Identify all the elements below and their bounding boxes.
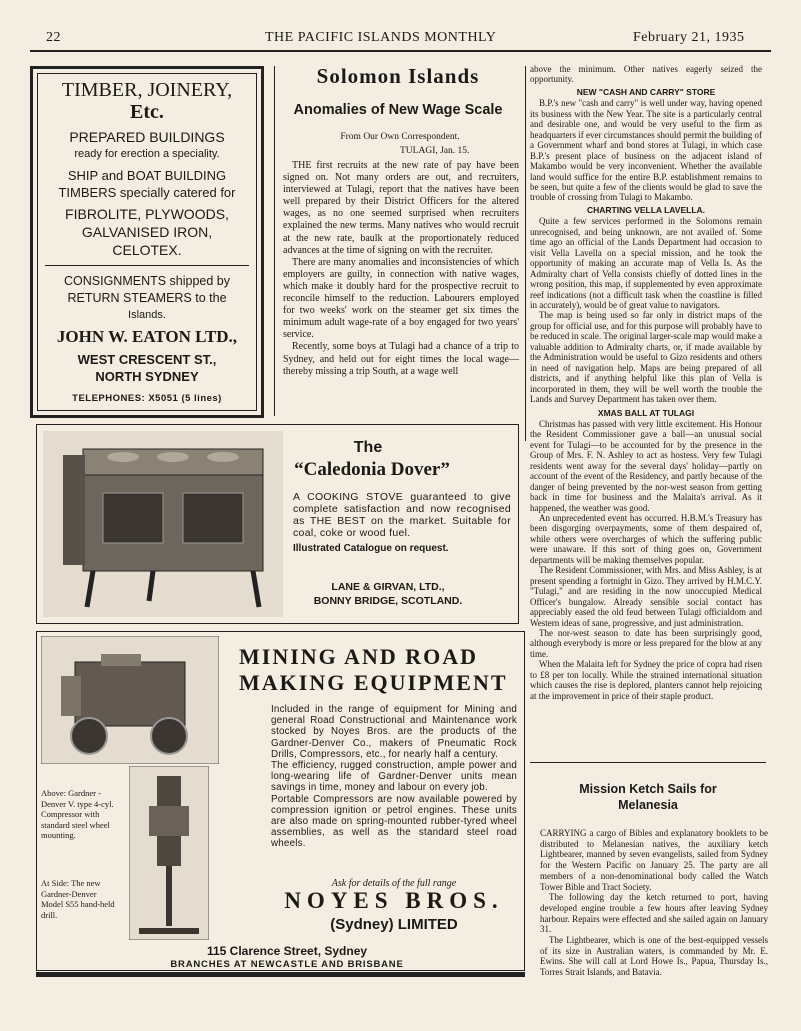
solomon-paragraph-1: THE first recruits at the new rate of pay have been signed on. Not many orders are out, and recruiters, interviewed at Tulagi, report that the natives have been well prepared by their District Officers for the altered wages, as no one seemed surprised when recruiters explained the new terms. Many natives who would recruit at the new rate, baulk at the proportionately reduced advances at the time of signing on with the recruiter. bbox=[283, 160, 519, 256]
xmas-text-3: The Resident Commissioner, with Mrs. and Miss Ashley, is at present spending a fortnight in Gizo. They arrived by H.M.C.Y. "Tulagi," and are residing in the now unoccupied Medical Officer's bungalow. Already sensible social contact has appreciably eased the old feud between Tulagi officialdom and Western ideas of sane, progressive, and just administration. bbox=[530, 565, 762, 628]
publication-title: THE PACIFIC ISLANDS MONTHLY bbox=[265, 30, 497, 45]
stove-catalogue: Illustrated Catalogue on request. bbox=[293, 543, 449, 554]
xmas-text-1: Christmas has passed with very little excitement. His Honour the Resident Commissioner gave a ball—an unusual social event for Tulagi—to be accounted for by the presence in the Group of Mrs. F. N. Ashley to act as hostess. Very few Tulagi residents went away for the several days' holiday—partly on account of the event of the Residency, and partly because of the danger of being prevented by the nor-west season from getting back in time for business and the Malaita's arrival. As it happened, the weather was good. bbox=[530, 418, 762, 513]
column-rule-left bbox=[274, 66, 275, 416]
ship-line2: TIMBERS specially catered for bbox=[58, 185, 236, 200]
timber-title-line2: Etc. bbox=[130, 101, 164, 123]
eaton-address bbox=[41, 351, 253, 385]
noyes-branches: BRANCHES AT NEWCASTLE AND BRISBANE bbox=[170, 959, 404, 970]
solomon-headline: Anomalies of New Wage Scale bbox=[293, 102, 503, 118]
mining-ask: Ask for details of the full range bbox=[331, 878, 457, 889]
mining-bottom-rule bbox=[36, 972, 525, 977]
fibrolite-line3: CELOTEX. bbox=[112, 242, 182, 258]
consign-line1: CONSIGNMENTS shipped by bbox=[63, 274, 231, 288]
continuation-text: above the minimum. Other natives eagerly seized the opportunity. bbox=[530, 64, 762, 85]
timber-title-line1: TIMBER, JOINERY, bbox=[61, 79, 233, 101]
xmas-text-2: An unprecedented event has occurred. H.B.M.'s Treasury has been disgorging overpayments, some of them despaired of, while others were overcharges of which the suffering public were unaware. If this sort of thing goes on, Government departments will be making themselves popular. bbox=[530, 513, 762, 565]
rock-drill-image bbox=[129, 766, 209, 940]
mining-title bbox=[239, 644, 519, 696]
eaton-address1: WEST CRESCENT ST., bbox=[77, 352, 217, 367]
stove-company: LANE & GIRVAN, LTD., bbox=[331, 581, 445, 593]
eaton-address2: NORTH SYDNEY bbox=[95, 369, 199, 384]
timber-ad bbox=[30, 66, 264, 418]
mission-headline bbox=[530, 781, 766, 813]
consign-line2: RETURN STEAMERS to the bbox=[67, 291, 227, 305]
mission-headline-2: Melanesia bbox=[618, 798, 678, 812]
noyes-bros: NOYES BROS. bbox=[284, 888, 504, 913]
stove-ad bbox=[36, 424, 519, 624]
mission-body bbox=[540, 828, 768, 978]
consignments bbox=[43, 273, 251, 324]
header-rule bbox=[30, 50, 771, 52]
mission-paragraph-3: The Lightbearer, which is one of the best-equipped vessels of its size in Australian waters, is commanded by Mr. E. Ewins. She will call at Lord Howe Is., Papua, Thursday Is., Torres Strait Islands, and Batavia. bbox=[540, 935, 768, 978]
mission-paragraph-1: CARRYING a cargo of Bibles and explanatory booklets to be distributed to Melanesian natives, the auxiliary ketch Lightbearer, manned by seven evangelists, sailed from Sydney for the Western Pacific on January 25. The party are all members of a non-denominational body called the Watch Tower Bible and Tract Society. bbox=[540, 828, 768, 892]
eaton-telephones: TELEPHONES: X5051 (5 lines) bbox=[72, 393, 222, 404]
column-rule-right bbox=[525, 66, 526, 441]
page-number: 22 bbox=[46, 30, 61, 45]
mission-headline-1: Mission Ketch Sails for bbox=[579, 782, 717, 796]
eaton-company: JOHN W. EATON LTD., bbox=[56, 327, 238, 346]
mining-body-1: Included in the range of equipment for Mining and general Road Constructional and Maintenance work stocked by Noyes Bros. are the products of the Gardner-Denver Co., makers of Pneumatic Rock Drills, Compressors, etc., for nearly half a century. bbox=[271, 704, 517, 760]
prepared-line1: PREPARED BUILDINGS bbox=[69, 129, 225, 145]
stove-address: BONNY BRIDGE, SCOTLAND. bbox=[313, 595, 463, 607]
solomon-body bbox=[283, 160, 519, 420]
noyes-address: 115 Clarence Street, Sydney bbox=[206, 944, 368, 958]
prepared-line2: ready for erection a speciality. bbox=[74, 148, 220, 160]
ship-timbers bbox=[43, 167, 251, 201]
prepared-buildings bbox=[43, 129, 251, 163]
noyes-limited: (Sydney) LIMITED bbox=[330, 916, 458, 933]
drill-caption: At Side: The new Gardner-Denver Model S55 hand-held drill. bbox=[41, 878, 115, 920]
right-column bbox=[530, 64, 762, 701]
solomon-paragraph-3: Recently, some boys at Tulagi had a chance of a trip to Sydney, and held out for eight times the local wage—thereby missing a trip South, at a wage well bbox=[283, 341, 519, 377]
xmas-heading: XMAS BALL AT TULAGI bbox=[597, 407, 695, 418]
fibrolite bbox=[43, 205, 251, 259]
cash-carry-text: B.P.'s new "cash and carry" is well under way, having opened its business with the New Year. The site is a particularly central and desirable one, and would be very useful to the firm as headquarters if ever circumstances should permit the building of a Government wharf and bond stores at Tulagi, in which case B.P.'s present place of business on the adjacent island of Makambo would be very inconvenient. Whether the available land would suffice for the entire B.P. establishment remains to be seen, but quite a few of the clients would be glad to save the trouble of crossing from Tulagi to Makambo. bbox=[530, 98, 762, 203]
mining-body-3: Portable Compressors are now available powered by compression ignition or petrol engines. These units are also made on spring-mounted rubber-tyred wheel assemblies, as well as the standard steel road wheels. bbox=[271, 793, 517, 850]
stove-body: A COOKING STOVE guaranteed to give complete satisfaction and now recognised as THE BEST on the market. Suitable for coal, coke or wood fuel. bbox=[293, 491, 511, 539]
xmas-text-4: The nor-west season to date has been surprisingly good, although everybody is more or less prepared for the blow at any time. bbox=[530, 628, 762, 659]
mission-top-rule bbox=[530, 762, 766, 763]
compressor-image bbox=[41, 636, 219, 764]
timber-divider bbox=[45, 265, 249, 266]
solomon-banner: Solomon Islands bbox=[316, 64, 480, 88]
charting-heading: CHARTING VELLA LAVELLA. bbox=[586, 204, 706, 215]
stove-title-2: “Caledonia Dover” bbox=[294, 459, 450, 480]
mining-title-line1: MINING AND ROAD bbox=[239, 644, 478, 669]
solomon-byline: From Our Own Correspondent. bbox=[340, 132, 460, 142]
mission-paragraph-2: The following day the ketch returned to port, having developed engine trouble a few hours after leaving Sydney harbour. Repairs were effected and she sailed again on January 31. bbox=[540, 892, 768, 935]
mining-body bbox=[271, 704, 517, 850]
fibrolite-line1: FIBROLITE, PLYWOODS, bbox=[65, 206, 229, 222]
compressor-caption: Above: Gardner - Denver V. type 4-cyl. Compressor with standard steel wheel mounting. bbox=[41, 788, 114, 840]
charting-text-1: Quite a few services performed in the Solomons remain unrecognised, and being unknown, are not availed of. Some time ago an official of the Lands Department had occasion to visit Vella Lavella on a special mission, and he took the opportunity of making an accurate map of Vella Is. As the Admiralty chart of Vella consists chiefly of dotted lines in the wrong position, this map, if supplemented by even approximate reef indications (not a difficult task when the coastline is filled in accurately), would be of great value to navigators. bbox=[530, 216, 762, 310]
issue-date: February 21, 1935 bbox=[633, 30, 745, 45]
mining-title-line2: MAKING EQUIPMENT bbox=[239, 670, 508, 695]
stove-illustration bbox=[43, 431, 283, 617]
fibrolite-line2: GALVANISED IRON, bbox=[81, 224, 213, 240]
stove-title-1: The bbox=[353, 439, 383, 456]
xmas-text-5: When the Malaita left for Sydney the price of copra had risen to £8 per ton locally. While the strained international situation which causes the rise is deplored, planters cannot help rejoicing at the improvement in price of their staple product. bbox=[530, 659, 762, 701]
mining-ad bbox=[36, 631, 525, 971]
solomon-paragraph-2: There are many anomalies and inconsistencies of which employers are guilty, in connection with native wages, which make it doubly hard for the prospective recruit to reconcile himself to the reduction. Labourers employed for two weeks' work on the steamer get six times the minimum adult wage-rate of a boy engaged for two years' service. bbox=[283, 256, 519, 341]
ship-line1: SHIP and BOAT BUILDING bbox=[67, 168, 227, 183]
consign-line3: Islands. bbox=[128, 309, 166, 321]
cash-carry-heading: NEW "CASH AND CARRY" STORE bbox=[576, 86, 716, 97]
mining-body-2: The efficiency, rugged construction, ample power and long-wearing life of Gardner-Denver units mean savings in time, money and labour on every job. bbox=[271, 760, 517, 794]
timber-title bbox=[43, 79, 251, 123]
solomon-dateline: TULAGI, Jan. 15. bbox=[400, 146, 470, 156]
charting-text-2: The map is being used so far only in district maps of the group for official use, and for this purpose will probably have to be reduced in scale. The original larger-scale map would make a valuable addition to Admiralty charts, or, if made available by the Administration would be useful to Gizo residents and others in need of navigation help. Maps are being prepared of all districts, and if anything helpful like this plan of Vella is incorporated in them, they will be well worth the trouble the Lands and Survey Department has taken over them. bbox=[530, 310, 762, 405]
